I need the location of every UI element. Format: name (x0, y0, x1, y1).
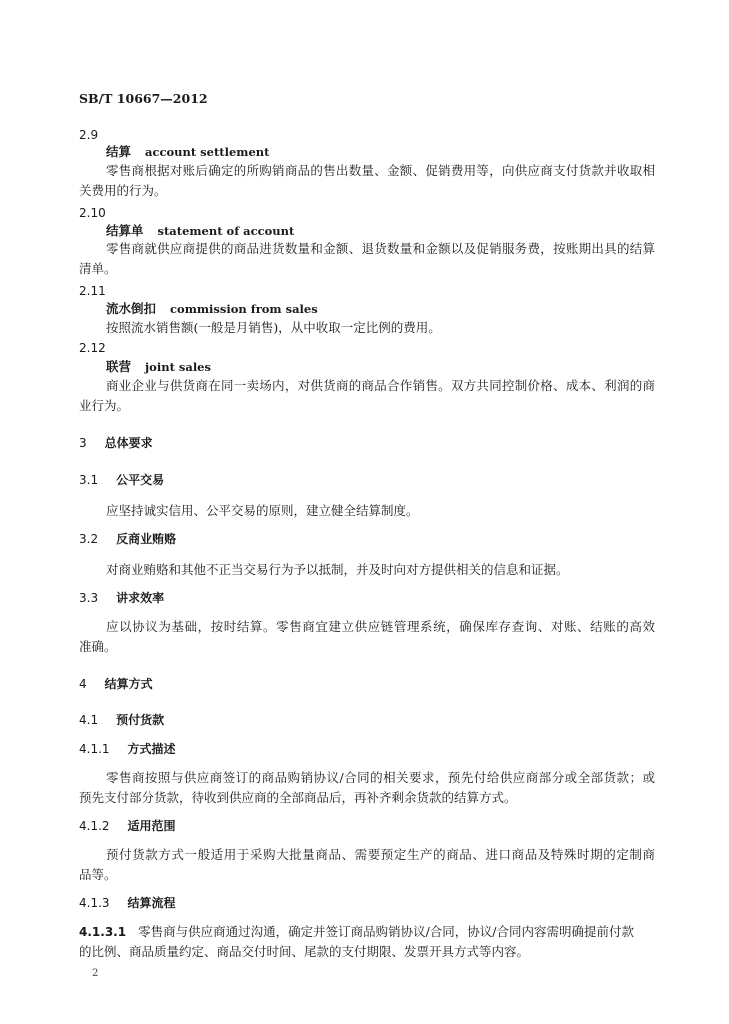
term-heading (106, 301, 318, 317)
paragraph-line: 预先支付部分货款，待收到供应商的全部商品后，再补齐剩余货款的结算方式。 (79, 790, 517, 805)
definition-line: 清单。 (79, 261, 117, 276)
term-zh: 联营 (106, 359, 132, 374)
paragraph-line: 应坚持诚实信用、公平交易的原则，建立健全结算制度。 (106, 503, 419, 518)
definition-line: 关费用的行为。 (79, 183, 167, 198)
subsection-title: 结算流程 (127, 896, 176, 910)
term-en: joint sales (145, 360, 211, 374)
subsection-title: 适用范围 (127, 819, 176, 833)
paragraph-line: 零售商按照与供应商签订的商品购销协议/合同的相关要求，预先付给供应商部分或全部货款；或 (106, 770, 655, 785)
definition-line: 零售商根据对账后确定的所购销商品的售出数量、金额、促销费用等，向供应商支付货款并收取相 (106, 163, 655, 178)
section-heading (79, 435, 153, 451)
definition-line: 业行为。 (79, 398, 130, 413)
section-number: 4 (79, 677, 87, 691)
term-zh: 流水倒扣 (106, 301, 157, 316)
section-number: 3 (79, 436, 87, 450)
entry-number: 2.9 (79, 128, 99, 142)
subsection-heading (79, 472, 164, 488)
subsection-heading (79, 712, 164, 728)
term-en: statement of account (157, 224, 295, 238)
term-zh: 结算 (106, 144, 132, 159)
subsection-number: 4.1.2 (79, 819, 110, 833)
clause-text: 零售商与供应商通过沟通，确定并签订商品购销协议/合同，协议/合同内容需明确提前付款 (138, 924, 635, 939)
subsection-title: 公平交易 (116, 473, 165, 487)
section-heading (79, 676, 153, 692)
subsection-heading (79, 895, 176, 911)
term-heading (106, 223, 294, 239)
paragraph-line: 预付货款方式一般适用于采购大批量商品、需要预定生产的商品、进口商品及特殊时期的定制商 (106, 847, 655, 862)
paragraph-line: 对商业贿赂和其他不正当交易行为予以抵制，并及时向对方提供相关的信息和证据。 (106, 562, 569, 577)
definition-line: 按照流水销售额(一般是月销售)，从中收取一定比例的费用。 (106, 320, 441, 335)
entry-number: 2.12 (79, 341, 106, 355)
subsection-heading (79, 531, 176, 547)
subsection-title: 反商业贿赂 (116, 532, 177, 546)
subsection-number: 4.1 (79, 713, 99, 727)
subsection-number: 3.1 (79, 473, 99, 487)
paragraph-line: 品等。 (79, 867, 117, 882)
paragraph-line (79, 924, 655, 940)
term-en: commission from sales (170, 302, 318, 316)
subsection-number: 3.3 (79, 591, 99, 605)
clause-number: 4.1.3.1 (79, 925, 127, 939)
paragraph-line: 准确。 (79, 639, 117, 654)
term-heading (106, 359, 211, 375)
subsection-number: 4.1.3 (79, 896, 110, 910)
subsection-number: 4.1.1 (79, 742, 110, 756)
subsection-heading (79, 818, 176, 834)
section-title: 总体要求 (104, 436, 153, 450)
section-title: 结算方式 (104, 677, 153, 691)
term-en: account settlement (145, 145, 270, 159)
subsection-title: 方式描述 (127, 742, 176, 756)
page-number: 2 (92, 968, 99, 979)
document-code-header: SB/T 10667—2012 (79, 91, 208, 106)
subsection-heading (79, 741, 176, 757)
subsection-title: 讲求效率 (116, 591, 165, 605)
term-heading (106, 144, 269, 160)
term-zh: 结算单 (106, 223, 144, 238)
paragraph-line: 的比例、商品质量约定、商品交付时间、尾款的支付期限、发票开具方式等内容。 (79, 944, 530, 959)
definition-line: 商业企业与供货商在同一卖场内，对供货商的商品合作销售。双方共同控制价格、成本、利润的商 (106, 378, 655, 393)
paragraph-line: 应以协议为基础，按时结算。零售商宜建立供应链管理系统，确保库存查询、对账、结账的高效 (106, 619, 655, 634)
entry-number: 2.11 (79, 284, 106, 298)
subsection-number: 3.2 (79, 532, 99, 546)
definition-line: 零售商就供应商提供的商品进货数量和金额、退货数量和金额以及促销服务费，按账期出具的结算 (106, 241, 655, 256)
subsection-title: 预付货款 (116, 713, 165, 727)
entry-number: 2.10 (79, 206, 106, 220)
subsection-heading (79, 590, 164, 606)
